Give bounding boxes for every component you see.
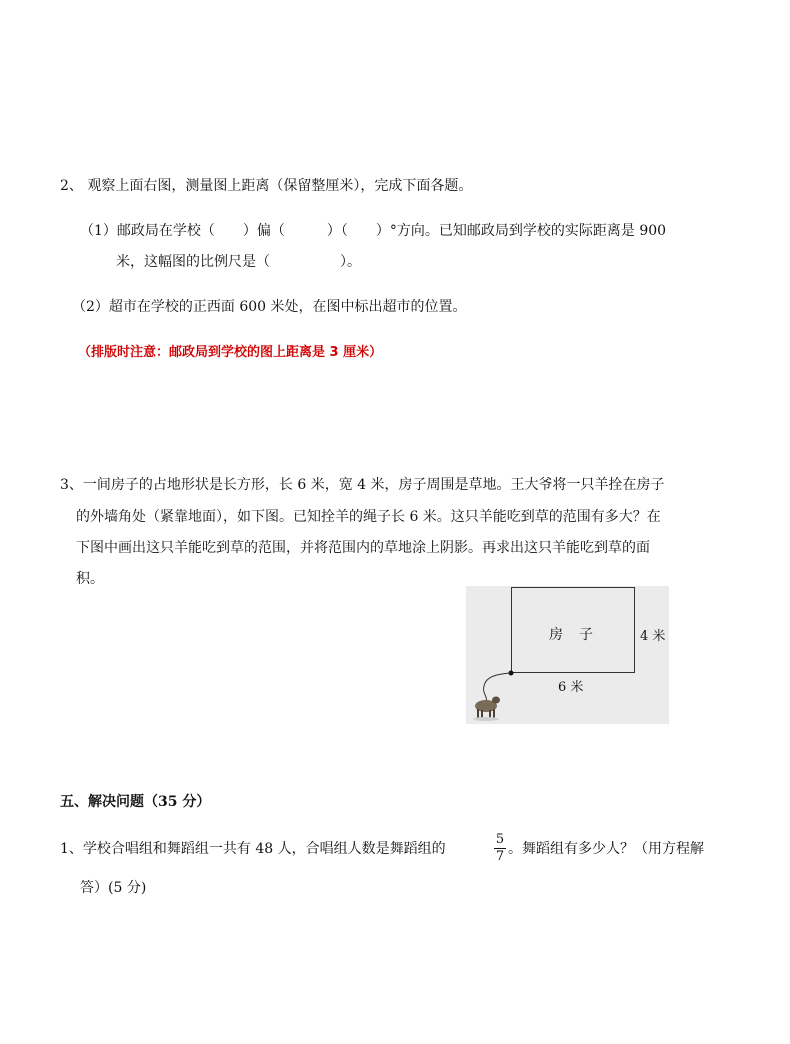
- question-3-line2: 的外墙角处（紧靠地面），如下图。已知拴羊的绳子长 6 米。这只羊能吃到草的范围有多大？在: [76, 509, 661, 525]
- width-label: 4 米: [640, 629, 666, 644]
- house-label: 房子: [549, 627, 609, 643]
- section-5-q1-before: 1、学校合唱组和舞蹈组一共有 48 人，合唱组人数是舞蹈组的: [60, 841, 446, 857]
- layout-note: （排版时注意：邮政局到学校的图上距离是 3 厘米）: [78, 345, 383, 360]
- fraction-numerator: 5: [495, 832, 505, 847]
- question-2-part2: （2）超市在学校的正西面 600 米处，在图中标出超市的位置。: [72, 299, 467, 315]
- section-5-q1-after: 。舞蹈组有多少人？（用方程解: [508, 841, 704, 857]
- question-3-line4: 积。: [76, 571, 104, 587]
- question-2-part1-line2: 米，这幅图的比例尺是（ ）。: [116, 254, 361, 270]
- section-5-q1-line2: 答）(5 分): [80, 880, 147, 896]
- question-3-line3: 下图中画出这只羊能吃到草的范围，并将范围内的草地涂上阴影。再求出这只羊能吃到草的面: [76, 540, 650, 556]
- goat-icon: [473, 697, 500, 722]
- question-2-part1-line1: （1）邮政局在学校（ ）偏（ ）（ ）°方向。已知邮政局到学校的实际距离是 900: [80, 223, 667, 239]
- fraction: [494, 832, 506, 865]
- question-2-intro: 2、 观察上面右图，测量图上距离（保留整厘米），完成下面各题。: [60, 178, 473, 194]
- rope-and-goat: [466, 586, 669, 724]
- house-figure: [466, 586, 669, 724]
- length-label: 6 米: [558, 680, 584, 695]
- fraction-denominator: 7: [495, 849, 505, 864]
- question-3-line1: 3、一间房子的占地形状是长方形，长 6 米，宽 4 米，房子周围是草地。王大爷将一只羊拴在房子: [60, 477, 665, 493]
- section-5-heading: 五、解决问题（35 分）: [60, 794, 211, 810]
